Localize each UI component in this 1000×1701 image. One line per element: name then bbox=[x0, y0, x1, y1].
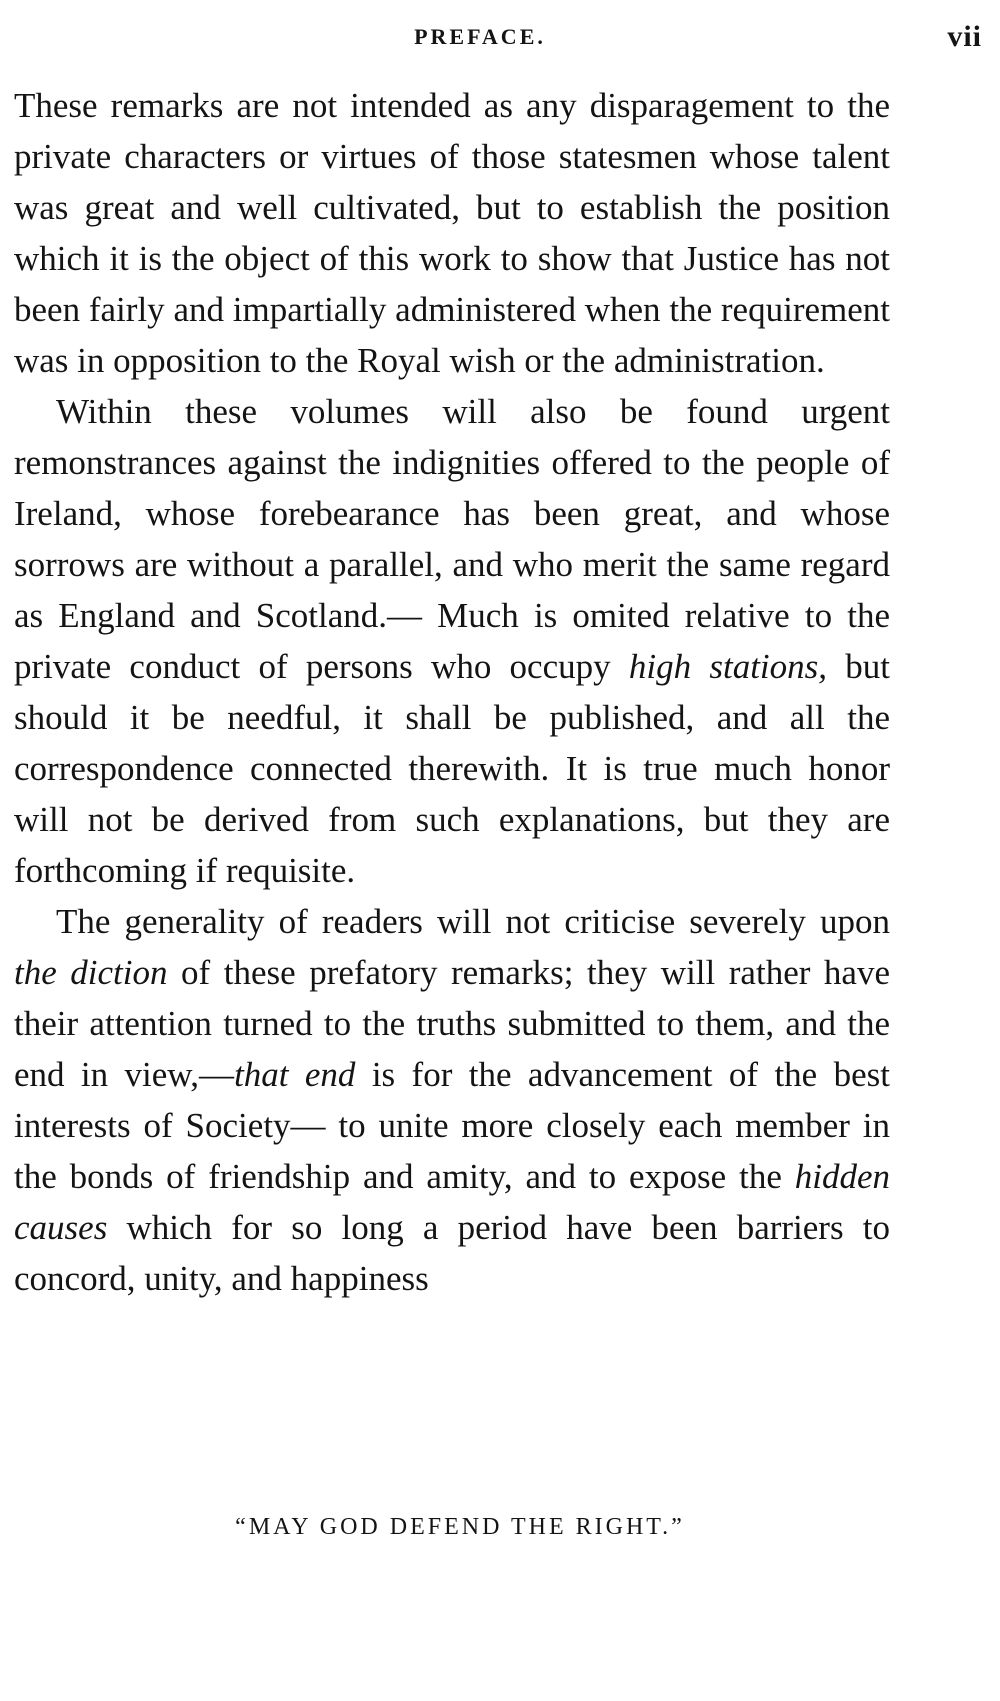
text-segment: Within these volumes will also be found urgent remonstrances against the indignities offered to the people of Ireland, whose forebearance has been great, and whose sorrows are without a parallel, and who merit the same regard as England and Scotland.— Much is omited relative to the private conduct of persons who occupy bbox=[14, 392, 890, 686]
text-segment: which for so long a period have been barriers to concord, unity, and happiness bbox=[14, 1208, 890, 1298]
paragraph-1 bbox=[14, 80, 890, 386]
paragraph-3 bbox=[14, 896, 890, 1304]
running-title: PREFACE. bbox=[414, 24, 546, 49]
italic-phrase: high stations, bbox=[628, 647, 828, 686]
paragraph-2 bbox=[14, 386, 890, 896]
text-segment: is for the advancement of the best interests of Society— to unite more closely each member in the bonds of friendship and amity, and to expose the bbox=[14, 1055, 890, 1196]
page-number: vii bbox=[947, 20, 982, 53]
text-segment: These remarks are not intended as any disparagement to the private characters or virtues of those statesmen whose talent was great and well cultivated, but to establish the position which it is the object of this work to show that Justice has not been fairly and impartially administered when the requirement was in opposition to the Royal wish or the administration. bbox=[14, 86, 890, 380]
closing-motto: “MAY GOD DEFEND THE RIGHT.” bbox=[235, 1514, 685, 1540]
body-text bbox=[14, 80, 890, 1304]
text-segment: of these prefatory remarks; they will rather have their attention turned to the truths submitted to them, and the end in view,— bbox=[14, 953, 890, 1094]
text-segment: The generality of readers will not criticise severely upon bbox=[56, 902, 890, 941]
italic-phrase: the diction bbox=[14, 953, 168, 992]
running-head bbox=[0, 20, 1000, 60]
text-segment: but should it be needful, it shall be published, and all the correspondence connected therewith. It is true much honor will not be derived from such explanations, but they are forthcoming if requisite. bbox=[14, 647, 890, 890]
italic-phrase: hidden causes bbox=[14, 1157, 890, 1247]
italic-phrase: that end bbox=[234, 1055, 356, 1094]
